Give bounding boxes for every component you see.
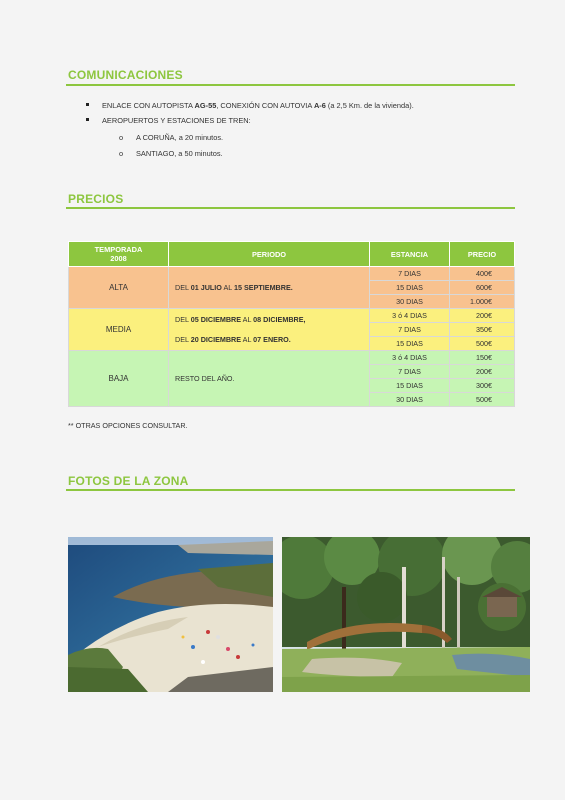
estancia-cell: 7 DIAS [370, 323, 450, 337]
precio-cell: 500€ [450, 393, 515, 407]
table-row [69, 309, 515, 323]
bullet-circle-icon: o [119, 133, 124, 142]
season-media: MEDIA [69, 309, 169, 351]
bullet-square-icon [86, 103, 89, 106]
precio-cell: 500€ [450, 337, 515, 351]
bullet-circle-icon: o [119, 149, 124, 158]
season-baja: BAJA [69, 351, 169, 407]
table-header-row [69, 242, 515, 267]
precio-cell: 400€ [450, 267, 515, 281]
estancia-cell: 30 DIAS [370, 393, 450, 407]
precios-rule [66, 207, 515, 209]
estancia-cell: 7 DIAS [370, 267, 450, 281]
table-row [69, 267, 515, 281]
otras-opciones-note: ** OTRAS OPCIONES CONSULTAR. [68, 421, 188, 430]
period-baja: RESTO DEL AÑO. [169, 351, 370, 407]
precio-cell: 1.000€ [450, 295, 515, 309]
header-estancia: ESTANCIA [370, 242, 450, 267]
fotos-title: FOTOS DE LA ZONA [68, 474, 189, 488]
precio-cell: 200€ [450, 309, 515, 323]
period-media: DEL 05 DICIEMBRE AL 08 DICIEMBRE, DEL 20 DICIEMBRE AL 07 ENERO. [169, 309, 370, 351]
table-row [69, 351, 515, 365]
season-alta: ALTA [69, 267, 169, 309]
estancia-cell: 7 DIAS [370, 365, 450, 379]
header-temporada: TEMPORADA 2008 [69, 242, 169, 267]
estancia-cell: 15 DIAS [370, 379, 450, 393]
estancia-cell: 15 DIAS [370, 337, 450, 351]
precio-cell: 200€ [450, 365, 515, 379]
beach-photo [68, 537, 273, 692]
header-precio: PRECIO [450, 242, 515, 267]
bullet-square-icon [86, 118, 89, 121]
precio-cell: 150€ [450, 351, 515, 365]
comunicaciones-title: COMUNICACIONES [68, 68, 183, 82]
page: COMUNICACIONES ENLACE CON AUTOPISTA AG-55, CONEXIÓN CON AUTOVIA A-6 (a 2,5 Km. de la vivienda). AEROPUERTOS Y ESTACIONES DE TREN: o A CORUÑA, a 20 minutos. o SANTIAGO, a 50 minutos. PRECIOS TEMPORADA 2008 PERIODO ESTANCIA PRECIO ALTA DEL 01 JULIO AL 15 SEPTIEMBRE. 7 DIAS 400€ 15 DIAS 600€ 30 DIAS 1.000€ MEDIA DEL 05 DICIEMBRE AL 08 DICIEMBRE, DEL 20 DICIEMBRE AL 07 ENERO. 3 ó 4 DIAS 200€ 7 DIAS 350€ 15 DIAS 500€ BAJA RESTO DEL AÑO. 3 ó 4 DIAS 150€ 7 DIAS 200€ 15 DIAS 300€ 30 DIAS 500€ ** OTRAS OPCIONES CONSULTAR. FOTOS DE LA ZONA [0, 0, 565, 800]
price-table [68, 241, 515, 407]
fotos-rule [66, 489, 515, 491]
estancia-cell: 30 DIAS [370, 295, 450, 309]
header-periodo: PERIODO [169, 242, 370, 267]
estancia-cell: 3 ó 4 DIAS [370, 309, 450, 323]
precio-cell: 350€ [450, 323, 515, 337]
comunicaciones-rule [66, 84, 515, 86]
park-photo [282, 537, 530, 692]
estancia-cell: 15 DIAS [370, 281, 450, 295]
estancia-cell: 3 ó 4 DIAS [370, 351, 450, 365]
precio-cell: 600€ [450, 281, 515, 295]
precios-title: PRECIOS [68, 192, 124, 206]
period-alta: DEL 01 JULIO AL 15 SEPTIEMBRE. [169, 267, 370, 309]
precio-cell: 300€ [450, 379, 515, 393]
